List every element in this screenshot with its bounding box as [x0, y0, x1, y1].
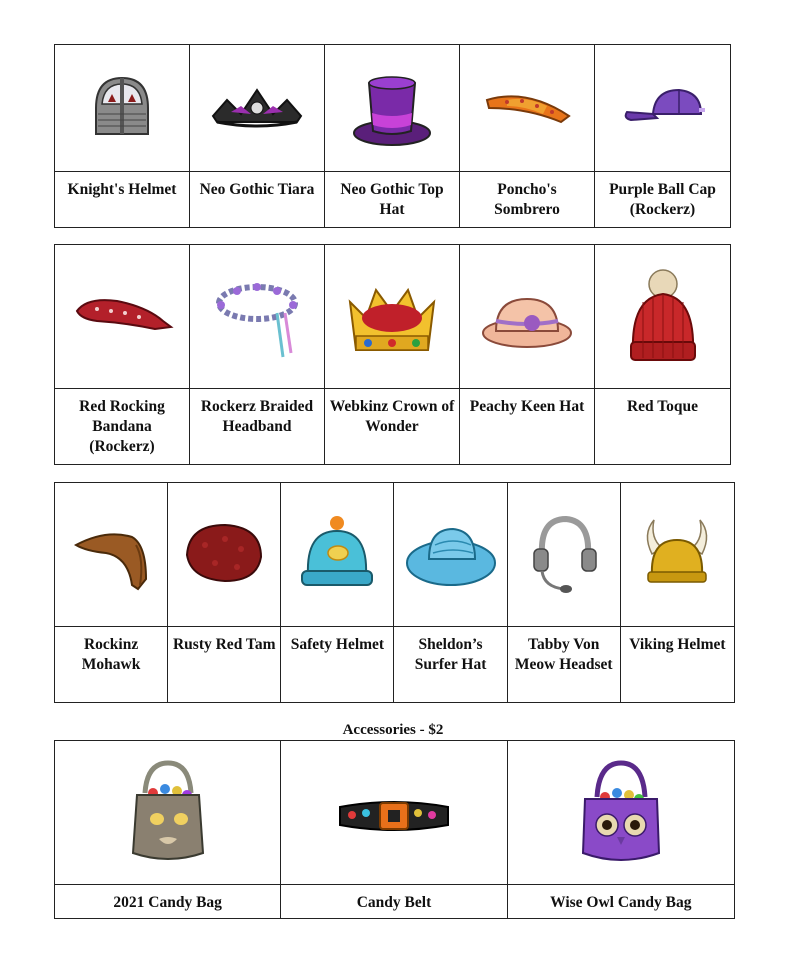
safety-helmet-icon: [281, 483, 393, 627]
item-label: Tabby Von Meow Headset: [514, 636, 613, 673]
hats-row-1: [54, 44, 731, 228]
item-card: [460, 45, 595, 227]
item-label: Neo Gothic Tiara: [199, 181, 315, 198]
item-card: [281, 483, 394, 702]
item-label: Knight's Helmet: [67, 181, 177, 198]
knights-helmet-icon: [55, 45, 189, 172]
item-card: [55, 741, 281, 918]
peach-hat-icon: [460, 245, 594, 389]
item-card: [508, 483, 621, 702]
accessories-title: Accessories - $2: [342, 722, 444, 738]
toque-icon: [595, 245, 730, 389]
item-label: Wise Owl Candy Bag: [550, 894, 692, 911]
sombrero-icon: [460, 45, 594, 172]
item-label: Rockinz Mohawk: [81, 636, 141, 673]
item-card: [595, 45, 730, 227]
crown-icon: [325, 245, 459, 389]
item-label: Rockerz Braided Headband: [200, 398, 314, 435]
item-label: 2021 Candy Bag: [113, 894, 222, 911]
item-card: [325, 245, 460, 464]
top-hat-icon: [325, 45, 459, 172]
item-label: Sheldon’s Surfer Hat: [414, 636, 487, 673]
item-card: [55, 483, 168, 702]
item-label: Red Toque: [626, 398, 699, 415]
headband-icon: [190, 245, 324, 389]
item-card: [325, 45, 460, 227]
item-card: [281, 741, 507, 918]
item-card: [460, 245, 595, 464]
item-label: Rusty Red Tam: [172, 636, 276, 653]
headset-icon: [508, 483, 620, 627]
item-label: Poncho's Sombrero: [494, 181, 560, 218]
bandana-icon: [55, 245, 189, 389]
accessories-row: [54, 740, 735, 919]
tiara-icon: [190, 45, 324, 172]
item-label: Neo Gothic Top Hat: [340, 181, 444, 218]
item-card: [621, 483, 734, 702]
mohawk-icon: [55, 483, 167, 627]
item-label: Safety Helmet: [290, 636, 385, 653]
item-label: Peachy Keen Hat: [469, 398, 585, 415]
tam-icon: [168, 483, 280, 627]
hats-row-3: [54, 482, 735, 703]
item-label: Candy Belt: [356, 894, 432, 911]
candy-belt-icon: [281, 741, 506, 885]
item-card: [595, 245, 730, 464]
item-label: Webkinz Crown of Wonder: [329, 398, 455, 435]
item-card: [190, 45, 325, 227]
item-card: [55, 245, 190, 464]
ball-cap-icon: [595, 45, 730, 172]
item-card: [190, 245, 325, 464]
item-label: Viking Helmet: [629, 636, 726, 653]
item-card: [168, 483, 281, 702]
viking-helmet-icon: [621, 483, 734, 627]
item-label: Purple Ball Cap (Rockerz): [609, 181, 716, 218]
item-card: [394, 483, 507, 702]
item-label: Red Rocking Bandana (Rockerz): [79, 398, 165, 455]
surfer-hat-icon: [394, 483, 506, 627]
owl-candy-bag-icon: [508, 741, 734, 885]
item-card: [508, 741, 734, 918]
wolf-candy-bag-icon: [55, 741, 280, 885]
item-card: [55, 45, 190, 227]
hats-row-2: [54, 244, 731, 465]
